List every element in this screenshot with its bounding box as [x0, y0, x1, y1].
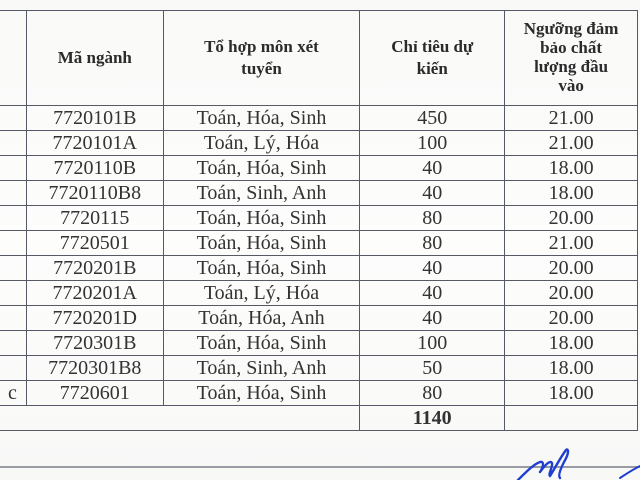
cell-chi-tieu: 40 [360, 156, 505, 181]
cell-to-hop: Toán, Hóa, Sinh [163, 156, 360, 181]
table-row [0, 206, 638, 231]
row-label [0, 156, 26, 181]
cell-chi-tieu: 40 [360, 306, 505, 331]
row-label [0, 131, 26, 156]
cell-ma-nganh: 7720601 [26, 381, 163, 406]
header-chi-tieu-text: Chỉ tiêu dự kiến [391, 37, 474, 78]
header-to-hop [163, 11, 360, 106]
cell-chi-tieu: 40 [360, 256, 505, 281]
cell-to-hop: Toán, Sinh, Anh [163, 181, 360, 206]
cell-nguong: 20.00 [505, 256, 638, 281]
row-label [0, 306, 26, 331]
row-label [0, 106, 26, 131]
table-row [0, 106, 638, 131]
row-label [0, 331, 26, 356]
cell-ma-nganh: 7720201D [26, 306, 163, 331]
signature-icon [500, 448, 640, 480]
cell-to-hop: Toán, Hóa, Anh [163, 306, 360, 331]
row-label [0, 256, 26, 281]
cell-ma-nganh: 7720110B8 [26, 181, 163, 206]
cell-nguong: 20.00 [505, 306, 638, 331]
cell-ma-nganh: 7720301B8 [26, 356, 163, 381]
cell-ma-nganh: 7720110B [26, 156, 163, 181]
cell-nguong: 21.00 [505, 131, 638, 156]
cell-chi-tieu: 80 [360, 381, 505, 406]
cell-to-hop: Toán, Hóa, Sinh [163, 381, 360, 406]
header-ma-nganh: Mã ngành [26, 11, 163, 106]
cell-chi-tieu: 80 [360, 206, 505, 231]
table-row [0, 331, 638, 356]
cell-nguong: 20.00 [505, 206, 638, 231]
cell-nguong: 20.00 [505, 281, 638, 306]
cell-ma-nganh: 7720201A [26, 281, 163, 306]
cell-to-hop: Toán, Hóa, Sinh [163, 231, 360, 256]
table-row [0, 256, 638, 281]
table-row [0, 281, 638, 306]
cell-ma-nganh: 7720101B [26, 106, 163, 131]
header-row-label [0, 11, 26, 106]
header-nguong [505, 11, 638, 106]
cell-nguong: 18.00 [505, 381, 638, 406]
table-row [0, 306, 638, 331]
table-header-row [0, 11, 638, 106]
total-label-cell [0, 406, 360, 431]
cell-nguong: 18.00 [505, 181, 638, 206]
cell-nguong: 21.00 [505, 231, 638, 256]
cell-to-hop: Toán, Sinh, Anh [163, 356, 360, 381]
table-row [0, 131, 638, 156]
cell-ma-nganh: 7720115 [26, 206, 163, 231]
cell-chi-tieu: 50 [360, 356, 505, 381]
row-label [0, 281, 26, 306]
row-label [0, 206, 26, 231]
cell-to-hop: Toán, Lý, Hóa [163, 131, 360, 156]
cell-ma-nganh: 7720501 [26, 231, 163, 256]
cell-to-hop: Toán, Hóa, Sinh [163, 256, 360, 281]
cell-nguong: 21.00 [505, 106, 638, 131]
cell-ma-nganh: 7720201B [26, 256, 163, 281]
total-row [0, 406, 638, 431]
row-label [0, 231, 26, 256]
admissions-table [0, 10, 638, 431]
cell-to-hop: Toán, Hóa, Sinh [163, 206, 360, 231]
header-to-hop-text: Tổ hợp môn xét tuyển [204, 37, 319, 78]
cell-chi-tieu: 40 [360, 181, 505, 206]
table-row [0, 181, 638, 206]
cell-nguong: 18.00 [505, 156, 638, 181]
table-row [0, 156, 638, 181]
total-empty-cell [505, 406, 638, 431]
cell-to-hop: Toán, Hóa, Sinh [163, 106, 360, 131]
table-row [0, 356, 638, 381]
table-row [0, 381, 638, 406]
cell-to-hop: Toán, Lý, Hóa [163, 281, 360, 306]
total-chi-tieu: 1140 [360, 406, 505, 431]
table-row [0, 231, 638, 256]
row-label [0, 356, 26, 381]
row-label [0, 181, 26, 206]
header-nguong-text: Ngưỡng đảm bảo chất lượng đầu vào [523, 19, 619, 95]
cell-ma-nganh: 7720301B [26, 331, 163, 356]
header-chi-tieu [360, 11, 505, 106]
row-label: c [0, 381, 26, 406]
cell-chi-tieu: 40 [360, 281, 505, 306]
cell-to-hop: Toán, Hóa, Sinh [163, 331, 360, 356]
cell-ma-nganh: 7720101A [26, 131, 163, 156]
cell-chi-tieu: 100 [360, 131, 505, 156]
cell-nguong: 18.00 [505, 331, 638, 356]
cell-nguong: 18.00 [505, 356, 638, 381]
cell-chi-tieu: 100 [360, 331, 505, 356]
cell-chi-tieu: 450 [360, 106, 505, 131]
cell-chi-tieu: 80 [360, 231, 505, 256]
